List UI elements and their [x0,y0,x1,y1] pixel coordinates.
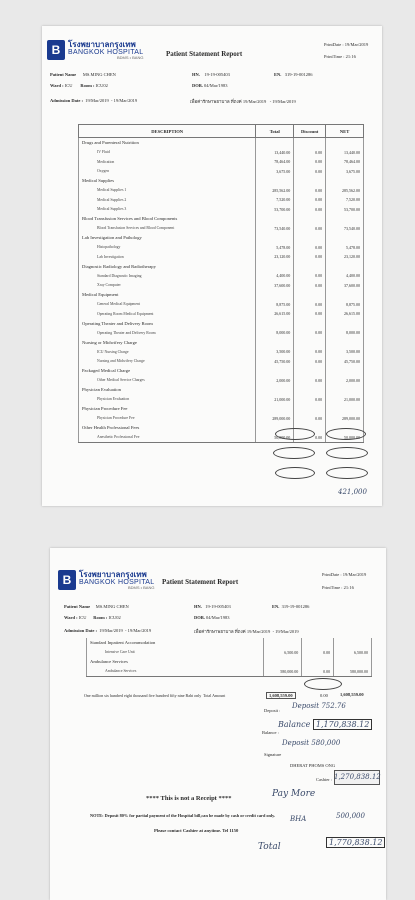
item-discount [294,214,326,224]
category-row [87,657,372,667]
item-net: 73,540.00 [326,224,364,234]
item-net: 6,500.00 [334,648,372,658]
item-description: Operating Theater and Delivery Room [79,328,256,338]
item-description: Medical Equipment [79,290,256,300]
line-item-row [79,376,364,386]
line-item-row [79,195,364,205]
item-description: Lab Investigation [79,252,256,262]
cashier-contact: Please contact Cashier at anytime. Tel 1150 [154,828,239,833]
item-net: 53,700.00 [326,205,364,215]
item-net: 2,000.00 [326,376,364,386]
item-discount: 0.00 [294,376,326,386]
line-item-row [79,205,364,215]
item-total: 8,000.00 [256,328,294,338]
item-total: 6,500.00 [264,648,302,658]
item-discount [294,319,326,329]
item-net: 3,675.00 [326,167,364,177]
category-row [79,385,364,395]
item-total: 2,000.00 [256,376,294,386]
circled-net [326,428,366,440]
en-number: EN. 319-19-001286 [272,604,310,609]
item-discount: 0.00 [302,667,334,677]
charges-table-page-1 [78,124,364,443]
line-item-row [79,243,364,253]
report-title: Patient Statement Report [166,50,243,58]
item-total: 5,478.00 [256,243,294,253]
circled-net [326,447,368,459]
category-row [79,290,364,300]
item-description: Diagnostic Radiology and Radiotherapy [79,262,256,272]
item-net: 8,875.00 [326,300,364,310]
item-total [256,138,294,148]
item-discount [294,338,326,348]
item-description: General Medical Equipment [79,300,256,310]
hospital-name-thai: โรงพยาบาลกรุงเทพ [68,39,136,49]
item-net [326,338,364,348]
item-net: 23,120.00 [326,252,364,262]
item-description: Nursing or Midwifery Charge [79,338,256,348]
amount-in-words: One million six hundred eight thousand five hundred fifty nine Baht only Total Amount [84,693,226,698]
item-discount [294,290,326,300]
item-description: Nursing and Midwifery Charge [79,357,256,367]
item-description: Medication [79,157,256,167]
ward-info: Ward : ICU Room : ICU02 [64,615,121,620]
print-date: PrintDate : 19/Mar/2019 [322,572,367,577]
item-net: 580,000.00 [334,667,372,677]
item-total: 23,120.00 [256,252,294,262]
hw-total-amount: 1,770,838.12 [326,838,385,847]
item-discount: 0.00 [294,205,326,215]
category-row [87,638,372,648]
item-total: 285,562.00 [256,186,294,196]
line-item-row [79,281,364,291]
line-item-row [79,186,364,196]
item-net: 8,000.00 [326,328,364,338]
statement-page-2 [50,548,386,900]
print-time: PrintTime : 21:16 [324,54,356,59]
balance-label: Balance : [262,730,279,735]
item-description: Ambulance Services [87,667,264,677]
item-discount: 0.00 [294,243,326,253]
charges-table-page-2 [86,638,372,677]
category-row [79,176,364,186]
item-total: 4,400.00 [256,271,294,281]
item-discount: 0.00 [294,167,326,177]
cashier-label: Cashier : [316,777,333,782]
hw-total-word: Total [258,842,281,852]
item-description: Physician Procedure Fee [79,414,256,424]
admission-date: Admission Date : 19/Mar/2019 - 19/Mar/2019 [64,628,152,633]
circled-net [326,467,368,479]
hw-pay-more: Pay More [272,789,316,799]
category-row [79,366,364,376]
item-discount [302,638,334,648]
admission-date: Admission Date : 19/Mar/2019 - 19/Mar/2019 [50,98,138,103]
item-total: 53,700.00 [256,205,294,215]
item-total: 50,000.00 [256,433,294,443]
handwritten-subtotal: 421,000 [338,488,367,496]
line-item-row [79,252,364,262]
item-description: Blood Transfusion Services and Blood Components [79,214,256,224]
item-total [256,319,294,329]
item-discount [294,262,326,272]
category-row [79,338,364,348]
item-total: 21,000.00 [256,395,294,405]
item-net: 21,000.00 [326,395,364,405]
hw-balance: Balance 1,170,838.12 [278,720,372,729]
item-total [256,214,294,224]
category-row [79,214,364,224]
item-total [256,176,294,186]
signature-label: Signature [264,752,282,757]
item-discount: 0.00 [294,224,326,234]
print-date: PrintDate : 19/Mar/2019 [324,42,369,47]
col-net: NET [326,125,364,138]
not-receipt-notice: **** This is not a Receipt **** [146,795,232,802]
line-item-row [79,395,364,405]
item-total [256,262,294,272]
en-number: EN. 319-19-001286 [274,72,313,77]
item-total: 73,540.00 [256,224,294,234]
item-total: 3,675.00 [256,167,294,177]
item-net: 13,440.00 [326,148,364,158]
line-item-row [79,148,364,158]
category-row [79,423,364,433]
hn-number: HN. 19-19-005403 [194,604,231,609]
item-net: 5,478.00 [326,243,364,253]
item-discount [294,233,326,243]
item-net [326,233,364,243]
item-description: Medical Supplies 2 [79,195,256,205]
hw-bha: BHA [290,815,307,823]
item-discount: 0.00 [294,186,326,196]
line-item-row [79,224,364,234]
item-discount: 0.00 [302,648,334,658]
hospital-sub: BDMS • BANG [116,54,144,60]
hospital-name-en: BANGKOK HOSPITAL [79,578,155,586]
line-item-row [79,309,364,319]
item-net [326,176,364,186]
item-description: Drugs and Parenteral Nutrition [79,138,256,148]
item-total: 26,615.00 [256,309,294,319]
item-discount: 0.00 [294,195,326,205]
item-description: Operating Theater and Delivery Room [79,319,256,329]
item-net [326,366,364,376]
dob: DOB. 04/Mar/1983 [192,83,228,88]
grand-net: 1,608,559.00 [340,692,364,697]
item-description: Medical Supplies [79,176,256,186]
category-row [79,319,364,329]
col-total: Total [256,125,294,138]
line-item-row [87,667,372,677]
item-net [334,657,372,667]
hospital-name-en: BANGKOK HOSPITAL [68,48,144,56]
item-net [326,214,364,224]
item-description: Other Health Professional Fees [79,423,256,433]
item-discount: 0.00 [294,395,326,405]
item-net: 3,500.00 [326,347,364,357]
grand-total: 1,608,559.00 [266,692,296,699]
treatment-period: เพื่อค่ารักษาพยาบาล ที่ถงค่ 19/Mar/2019 - 19/Mar/2019 [190,99,296,104]
item-total [256,366,294,376]
circled-total [273,447,315,459]
item-discount: 0.00 [294,309,326,319]
item-total [264,657,302,667]
item-net [326,262,364,272]
hospital-logo [47,40,143,60]
item-net: 4,400.00 [326,271,364,281]
item-discount [294,366,326,376]
item-description: Medical Supplies 1 [79,186,256,196]
item-description: Physician Evaluation [79,395,256,405]
item-discount: 0.00 [294,157,326,167]
item-total [256,385,294,395]
item-discount: 0.00 [294,414,326,424]
item-total: 7,520.00 [256,195,294,205]
item-net [326,385,364,395]
item-total: 8,875.00 [256,300,294,310]
dob: DOB. 04/Mar/1983 [194,615,230,620]
item-description: Blood Transfusion Services and Blood Component [79,224,256,234]
signer-name: DHERAT PHOMS ONG [290,763,336,768]
print-time: PrintTime : 21:16 [322,585,354,590]
item-description: Other Medical Service Charges [79,376,256,386]
item-net: 289,000.00 [326,414,364,424]
line-item-row [79,414,364,424]
item-discount [294,404,326,414]
line-item-row [79,357,364,367]
item-net: 45,750.00 [326,357,364,367]
hospital-name-thai: โรงพยาบาลกรุงเทพ [79,569,147,579]
hospital-logo [58,570,154,590]
col-discount: Discount [294,125,326,138]
item-total: 3,500.00 [256,347,294,357]
item-discount [302,657,334,667]
item-net [326,319,364,329]
line-item-row [79,347,364,357]
item-discount: 0.00 [294,433,326,443]
grand-discount: 0.00 [320,693,328,698]
item-net [326,290,364,300]
item-net: 37,600.00 [326,281,364,291]
line-item-row [79,157,364,167]
item-discount [294,176,326,186]
item-description: Anesthetic Professional Fee [79,433,256,443]
item-description: Oxygen [79,167,256,177]
item-description: Histopathology [79,243,256,253]
item-description: ICU Nursing Charge [79,347,256,357]
item-net [326,404,364,414]
item-description: Operating Room Medical Equipment [79,309,256,319]
hw-deposit-2: Deposit 580,000 [282,739,341,747]
line-item-row [79,433,364,443]
item-net: 285,562.00 [326,186,364,196]
item-total: 78,464.00 [256,157,294,167]
item-description: Physician Procedure Fee [79,404,256,414]
item-discount [294,385,326,395]
patient-name: Patient Name MS.MING CHEN [64,604,129,609]
bdms-logo-icon: B [47,40,65,60]
item-net [334,638,372,648]
item-description: Medical Supplies 3 [79,205,256,215]
item-discount [294,138,326,148]
ward-info: Ward : ICU Room : ICU02 [50,83,108,88]
item-discount: 0.00 [294,347,326,357]
item-description: Intensive Care Unit [87,648,264,658]
hw-deposit: Deposit 752.76 [292,702,346,710]
item-total: 13,440.00 [256,148,294,158]
line-item-row [79,328,364,338]
item-description: Ambulance Services [87,657,264,667]
item-total: 289,000.00 [256,414,294,424]
item-description: Standard Inpatient Accommodation [87,638,264,648]
item-description: Lab Investigation and Pathology [79,233,256,243]
item-total: 580,000.00 [264,667,302,677]
hospital-sub: BDMS • BANG [127,584,155,590]
item-total: 37,600.00 [256,281,294,291]
item-total [256,338,294,348]
bdms-logo-icon: B [58,570,76,590]
item-discount: 0.00 [294,300,326,310]
hw-cashier-amount: 1,270,838.12 [334,773,381,781]
item-description: Xray Computer [79,281,256,291]
item-net [326,138,364,148]
item-total [264,638,302,648]
item-discount: 0.00 [294,357,326,367]
item-net: 78,464.00 [326,157,364,167]
circled-total [275,428,315,440]
category-row [79,138,364,148]
item-discount: 0.00 [294,252,326,262]
item-total [256,404,294,414]
line-item-row [87,648,372,658]
patient-name: Patient Name MS.MING CHEN [50,72,116,77]
item-description: Standard Diagnostic Imaging [79,271,256,281]
item-discount: 0.00 [294,328,326,338]
item-net: 26,615.00 [326,309,364,319]
item-net: 7,520.00 [326,195,364,205]
item-discount: 0.00 [294,271,326,281]
circled-net [304,678,342,690]
item-description: Physician Evaluation [79,385,256,395]
line-item-row [79,167,364,177]
item-description: IV Fluid [79,148,256,158]
item-discount: 0.00 [294,281,326,291]
line-item-row [79,300,364,310]
item-total [256,290,294,300]
item-net: 50,000.00 [326,433,364,443]
category-row [79,233,364,243]
item-description: Packaged Medical Charge [79,366,256,376]
item-total [256,233,294,243]
category-row [79,404,364,414]
report-title: Patient Statement Report [162,578,239,586]
deposit-label: Deposit : [264,708,281,713]
statement-page-1 [42,26,382,506]
category-row [79,262,364,272]
line-item-row [79,271,364,281]
item-total: 45,750.00 [256,357,294,367]
col-description: DESCRIPTION [79,125,256,138]
deposit-note: NOTE: Deposit 80% for partial payment of the Hospital bill,can be made by cash or credit card only. [90,813,276,818]
hw-bha-amount: 500,000 [336,812,365,820]
hn-number: HN. 19-19-005403 [192,72,230,77]
item-discount: 0.00 [294,148,326,158]
circled-total [275,467,315,479]
treatment-period: เพื่อค่ารักษาพยาบาล ที่ถงค่ 19/Mar/2019 - 19/Mar/2019 [194,629,299,634]
